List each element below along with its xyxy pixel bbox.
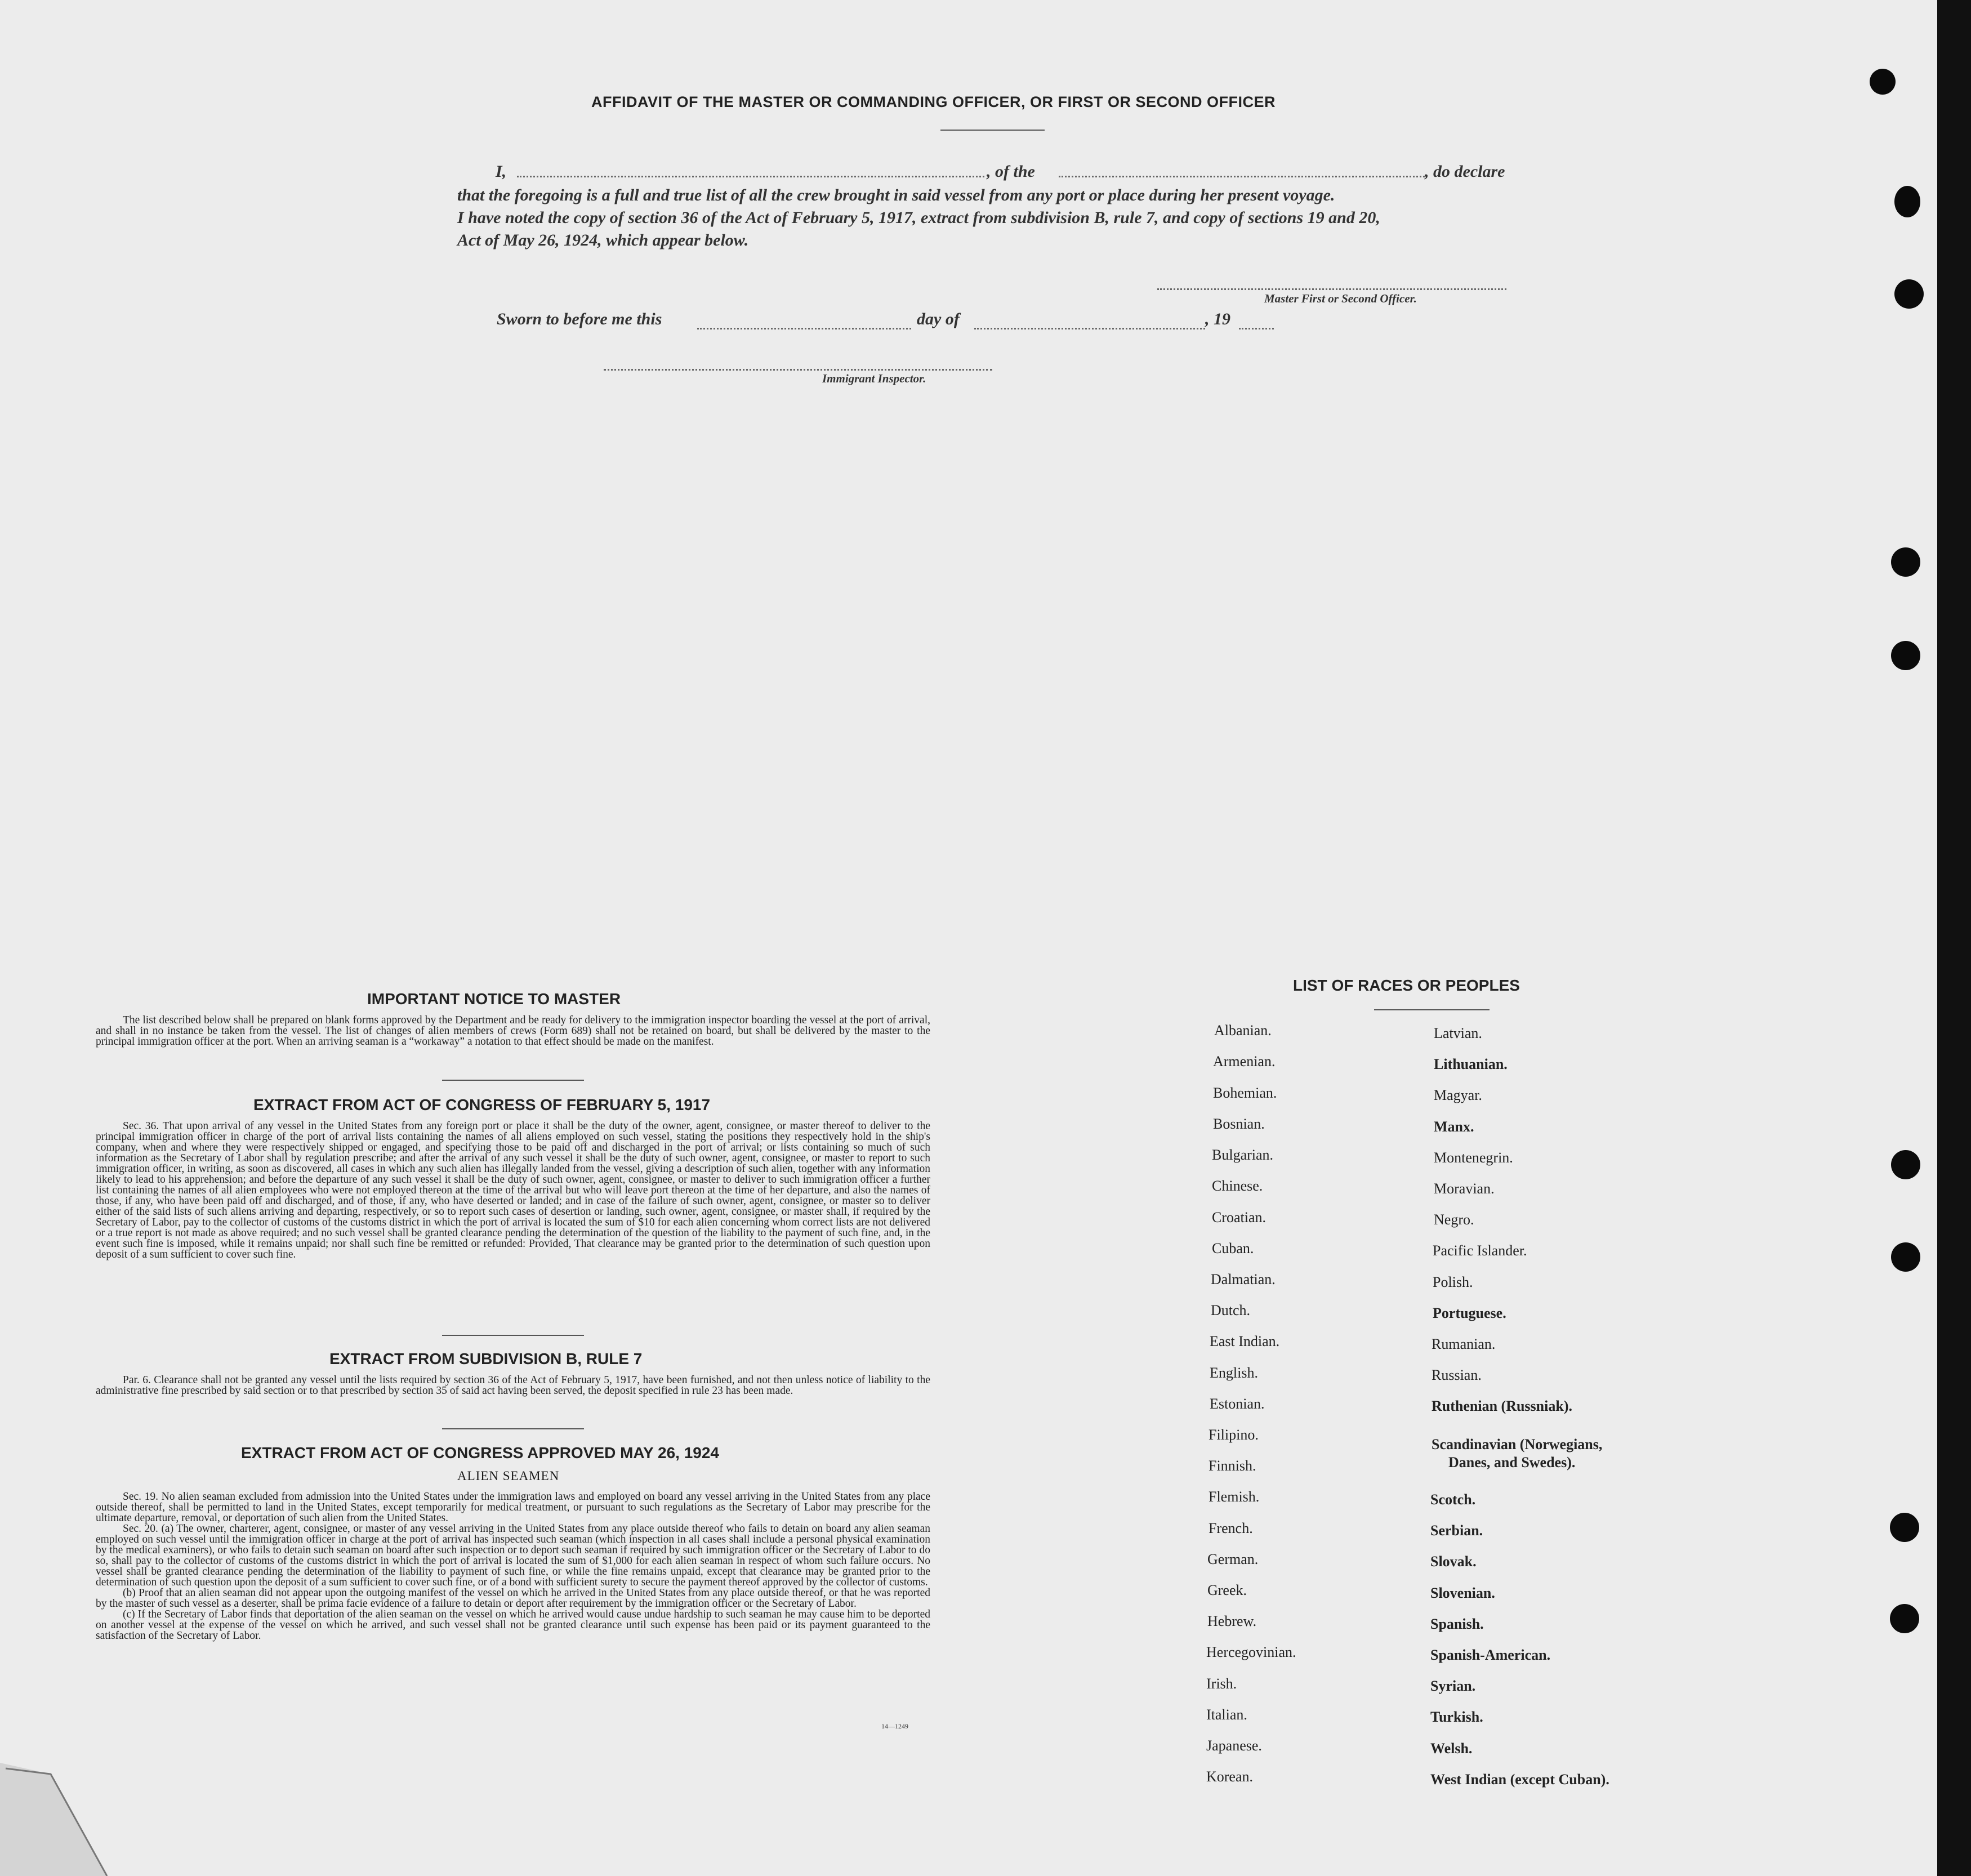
race-left: French. [1209,1520,1253,1536]
race-left: Estonian. [1210,1396,1265,1412]
notice-title: IMPORTANT NOTICE TO MASTER [367,990,621,1008]
folded-corner [0,1763,135,1876]
extract-rule7-text: Par. 6. Clearance shall not be granted any vessel until the lists required by section 36 of the Act of February 5, 1917, have been furnished, and not then unless notice of liability to the administrative fine prescribed by said section or to that prescribed by section 35 of said act having been served, the deposit specified in rule 23 has been made. [96,1374,930,1397]
punch-hole [1891,1150,1920,1179]
extract-1924-subtitle: ALIEN SEAMEN [457,1469,560,1483]
master-signature-blank[interactable] [1157,288,1506,290]
race-right: Portuguese. [1433,1305,1506,1321]
extract-1924-sec20c: (c) If the Secretary of Labor finds that deportation of the alien seaman on the vessel on which he arrived would cause undue hardship to such seaman he may cause him to be deported on another vessel at the expense of the vessel on which he arrived, and such vessel shall not be granted clearance until such expense has been paid or its payment guaranteed to the satisfaction of the Secretary of Labor. [96,1608,930,1642]
race-right: Welsh. [1430,1740,1473,1757]
race-left: Croatian. [1212,1209,1267,1226]
race-left: East Indian. [1210,1333,1280,1349]
race-right: Turkish. [1430,1709,1483,1725]
race-right: Serbian. [1430,1522,1483,1539]
race-left: Filipino. [1209,1427,1259,1443]
divider [940,130,1045,131]
race-right: Spanish-American. [1430,1647,1551,1663]
divider [442,1080,584,1081]
form-number: 14—1249 [881,1722,908,1730]
race-left: Korean. [1206,1768,1254,1785]
day-of-label: day of [917,310,960,328]
race-left: Japanese. [1206,1737,1262,1754]
race-right: Syrian. [1430,1678,1476,1694]
sworn-text: Sworn to before me this [497,310,662,328]
vessel-blank[interactable] [1059,176,1425,177]
extract-rule7-title: EXTRACT FROM SUBDIVISION B, RULE 7 [329,1350,643,1367]
punch-hole [1894,186,1920,217]
year-prefix: , 19 [1205,310,1230,328]
race-left: Hercegovinian. [1206,1644,1296,1660]
declare-do-declare: , do declare [1425,162,1505,181]
inspector-label: Immigrant Inspector. [822,372,926,385]
race-right: Latvian. [1434,1025,1482,1041]
name-blank[interactable] [517,176,984,177]
race-right: Magyar. [1434,1087,1482,1103]
punch-hole [1894,279,1924,309]
affidavit-title: AFFIDAVIT OF THE MASTER OR COMMANDING OFFICER, OR FIRST OR SECOND OFFICER [591,93,1276,110]
extract-1924-sec19: Sec. 19. No alien seaman excluded from admission into the United States under the immigration laws and employed on board any vessel arriving in the United States from any place outside thereof, shall be permitted to land in the United States, except temporarily for medical treatment, or pursuant to such regulations as the Secretary of Labor may prescribe for the ultimate departure, removal, or deportation of such alien from the United States. [96,1491,930,1524]
race-left: Armenian. [1213,1053,1276,1070]
race-left: Bohemian. [1213,1085,1277,1101]
punch-hole [1891,641,1920,670]
extract-1924-body [96,1491,930,1641]
affidavit-line-3: I have noted the copy of section 36 of the Act of February 5, 1917, extract from subdivision B, rule 7, and copy of sections 19 and 20, [457,208,1380,227]
sworn-day-blank[interactable] [697,328,911,329]
race-left: Chinese. [1212,1178,1263,1194]
race-right: Negro. [1434,1211,1474,1228]
race-right: Ruthenian (Russniak). [1432,1398,1572,1414]
race-right: Danes, and Swedes). [1448,1454,1576,1471]
race-left: Dutch. [1211,1302,1251,1318]
extract-1917-title: EXTRACT FROM ACT OF CONGRESS OF FEBRUARY 5, 1917 [253,1096,711,1113]
punch-hole [1891,547,1920,577]
race-right: Slovenian. [1430,1585,1495,1601]
race-left: Bulgarian. [1212,1147,1274,1163]
race-left: Hebrew. [1207,1613,1257,1629]
punch-hole [1890,1604,1919,1633]
race-left: Irish. [1206,1676,1237,1692]
sworn-year-blank[interactable] [1239,328,1274,329]
extract-1924-sec20b: (b) Proof that an alien seaman did not appear upon the outgoing manifest of the vessel on which he arrived in the United States from any place outside thereof, or that he was reported by the master of such vessel as a deserter, shall be prima facie evidence of a failure to detain or deport after requirement by the immigration officer or the Secretary of Labor. [96,1587,930,1610]
affidavit-line-4: Act of May 26, 1924, which appear below. [457,231,749,249]
race-right: Russian. [1432,1367,1482,1383]
sworn-month-blank[interactable] [974,328,1205,329]
extract-1924-title: EXTRACT FROM ACT OF CONGRESS APPROVED MAY 26, 1924 [241,1444,719,1461]
race-right: Montenegrin. [1434,1149,1513,1166]
divider [1374,1009,1490,1010]
divider [442,1335,584,1336]
race-right: Spanish. [1430,1616,1484,1632]
race-left: English. [1210,1365,1258,1381]
notice-text: The list described below shall be prepared on blank forms approved by the Department and be ready for delivery to the immigration inspector boarding the vessel at the port of arrival, and shall in no instance be taken from the vessel. The list of changes of alien members of crews (Form 689) shall not be retained on board, but shall be delivered by the master to the principal immigration officer at the port. When an arriving seaman is a “workaway” a notation to that effect should be made on the manifest. [96,1014,930,1048]
affidavit-line-2: that the foregoing is a full and true list of all the crew brought in said vessel from any port or place during her present voyage. [457,186,1335,204]
race-left: Dalmatian. [1211,1271,1276,1287]
race-left: Bosnian. [1213,1116,1265,1132]
race-left: Flemish. [1209,1489,1260,1505]
race-right: Slovak. [1430,1553,1477,1570]
race-right: Moravian. [1434,1180,1495,1197]
race-right: Lithuanian. [1434,1056,1508,1072]
race-left: Cuban. [1212,1240,1254,1256]
punch-hole [1890,1513,1919,1542]
races-title: LIST OF RACES OR PEOPLES [1293,977,1520,994]
inspector-signature-blank[interactable] [604,369,992,371]
race-right: West Indian (except Cuban). [1430,1771,1609,1788]
punch-hole [1870,69,1896,95]
race-left: Albanian. [1214,1022,1272,1039]
declare-i: I, [496,162,507,181]
master-signature-label: Master First or Second Officer. [1264,292,1417,305]
race-right: Pacific Islander. [1433,1242,1527,1259]
race-right: Rumanian. [1432,1336,1496,1352]
race-left: German. [1207,1551,1259,1567]
race-left: Greek. [1207,1582,1247,1598]
declare-of-the: , of the [987,162,1035,181]
race-right: Manx. [1434,1119,1474,1135]
punch-hole [1891,1242,1920,1272]
extract-1924-sec20a: Sec. 20. (a) The owner, charterer, agent, consignee, or master of any vessel arriving in the United States from any place outside thereof who fails to detain on board any alien seaman employed on such vessel until the immigration officer in charge at the port of arrival has inspected such seaman (which inspection in all cases shall include a personal physical examination by the medical examiners), or who fails to detain such seaman on board after such inspection or to deport such seaman if required by such immigration officer or the Secretary of Labor to do so, shall pay to the collector of customs of the customs district in which the port of arrival is located the sum of $1,000 for each alien seaman in respect of whom such failure occurs. No vessel shall be granted clearance pending the determination of the liability to payment of such fine, or while the fine remains unpaid, except that clearance may be granted prior to the determination of such question upon the deposit of a sum sufficient to cover such fine, or of a bond with sufficient surety to secure the payment thereof approved by the collector of customs. [96,1523,930,1588]
race-left: Finnish. [1209,1458,1256,1474]
race-right: Scotch. [1430,1491,1476,1508]
divider [442,1428,584,1429]
race-right: Polish. [1433,1274,1473,1290]
extract-1917-text: Sec. 36. That upon arrival of any vessel in the United States from any foreign port or place it shall be the duty of the owner, agent, consignee, or master thereof to deliver to the principal immigration officer in charge of the port of arrival lists containing the names of all aliens employed on such vessel, stating the positions they respectively hold in the ship's company, when and where they were respectively shipped or engaged, and specifying those to be paid off and discharged in the port of arrival; or lists containing so much of such information as the Secretary of Labor shall by regulation prescribe; and after the arrival of any such vessel it shall be the duty of such owner, agent, consignee, or master to report to such immigration officer, in writing, as soon as discovered, all cases in which any such alien has illegally landed from the vessel, giving a description of such alien, together with any information likely to lead to his apprehension; and before the departure of any such vessel it shall be the duty of such owner, agent, consignee, or master to deliver to such immigration officer a further list containing the names of all alien employees who were not employed thereon at the time of the arrival but who will leave port thereon at the time of her departure, and also the names of those, if any, who have been paid off and discharged, and of those, if any, who have deserted or landed; and in case of the failure of such owner, agent, consignee, or master so to deliver either of the said lists of such aliens arriving and departing, respectively, or so to report such cases of desertion or landing, such owner, agent, consignee, or master shall, if required by the Secretary of Labor, pay to the collector of customs of the customs district in which the port of arrival is located the sum of $10 for each alien concerning whom correct lists are not delivered or a true report is not made as above required; and no such vessel shall be granted clearance pending the determination of the question of the liability to the payment of such fine, and, in the event such fine is imposed, while it remains unpaid; nor shall such fine be remitted or refunded: Provided, That clearance may be granted prior to the determination of such question upon deposit of a sum sufficient to cover such fine. [96,1120,930,1260]
race-right: Scandinavian (Norwegians, [1432,1436,1603,1452]
race-left: Italian. [1206,1706,1247,1723]
